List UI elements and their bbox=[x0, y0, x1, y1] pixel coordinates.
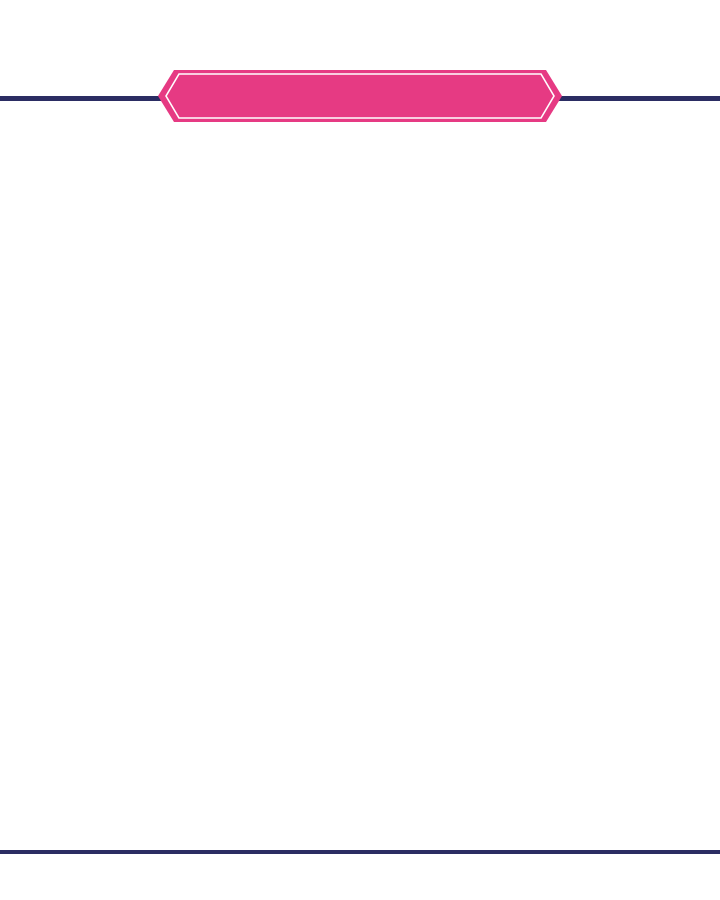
page-title bbox=[158, 70, 562, 122]
title-banner bbox=[158, 70, 562, 122]
bottom-hearts-border bbox=[0, 850, 720, 900]
